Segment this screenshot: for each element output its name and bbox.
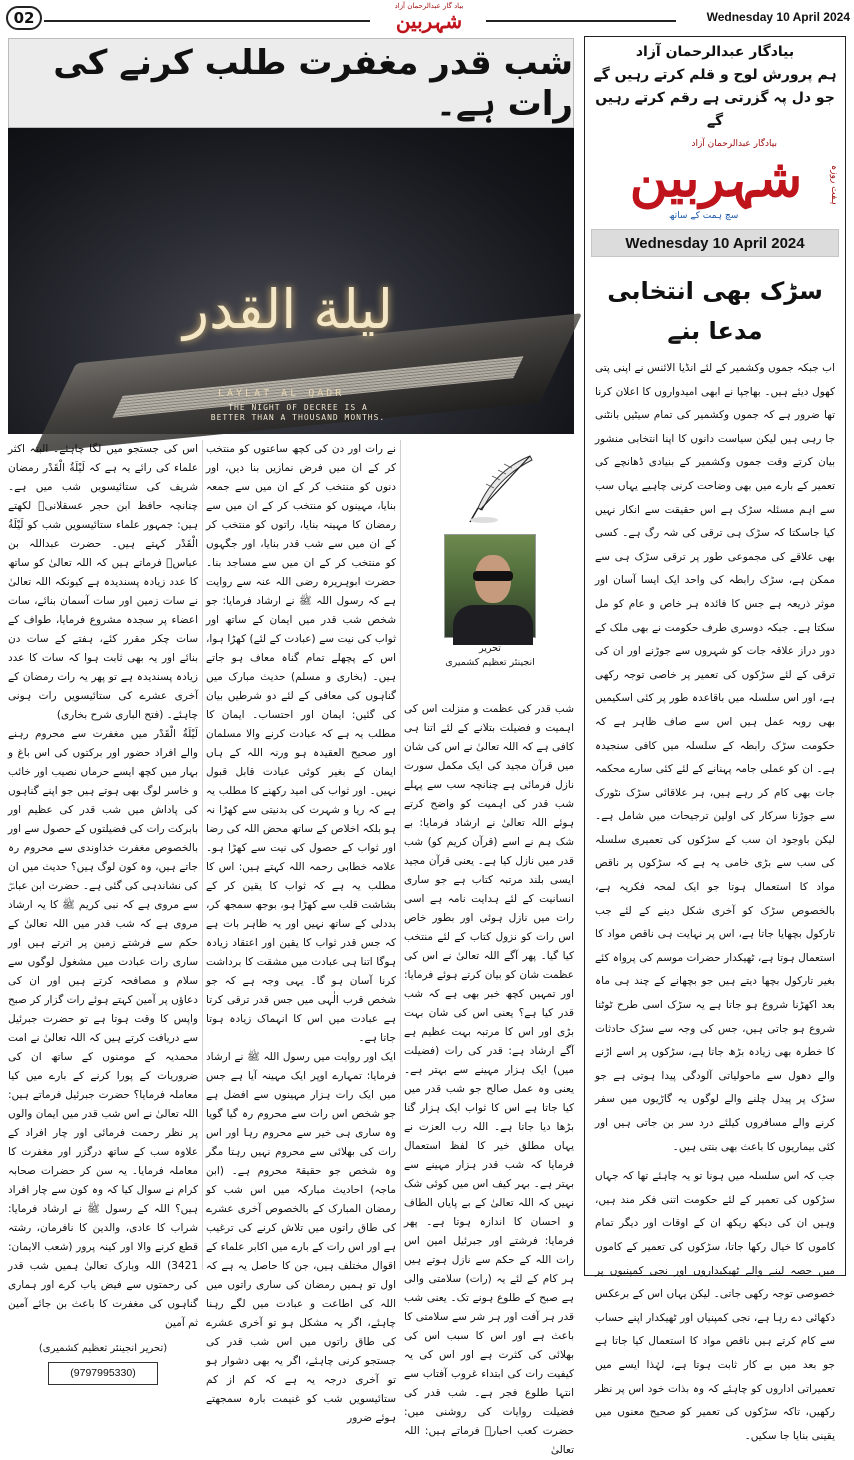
logo-name: شہربین bbox=[629, 148, 803, 209]
sidebar-date: Wednesday 10 April 2024 bbox=[591, 229, 839, 257]
masthead bbox=[378, 2, 480, 34]
article-column-middle bbox=[206, 440, 396, 1424]
author-photo bbox=[444, 534, 536, 638]
paragraph: جب کہ اس سلسلہ میں ہونا تو یہ چاہئے تھا کہ جہاں سڑکوں کی تعمیر کے لئے حکومت اتنی فکر مند ہیں، وہیں ان کی دیکھ ریکھ ان کے اوقات اور دیگر تمام کاموں کا خیال رکھا جاتا، سڑکوں کی تعمیر کے کاموں میں حصہ لینے والے ٹھیکیداروں اور نجی کمپنیوں پر خصوصی توجہ رکھی جاتی۔ لیکن یہاں اس کے برعکس دکھائی دے رہا ہے، نجی کمپنیاں اور ٹھیکدار اپنے حساب سے کام کرتے ہیں ناقص مواد کا استعمال کیا جاتا ہے جو بعد میں بے کار ثابت ہوتا ہے، لہٰذا ایسے میں تعمیراتی اداروں کو چاہئے کہ وہ بذات خود اس پر نظر رکھیں، تاکہ سڑکوں کی تعمیر کو صحیح معنوں میں یقینی بنایا جا سکیں۔ bbox=[595, 1170, 835, 1442]
sidebar-logo bbox=[585, 137, 845, 229]
sidebar-quote bbox=[591, 37, 839, 133]
author-phone: (9797995330) bbox=[48, 1362, 158, 1385]
headline-banner bbox=[8, 38, 574, 128]
quill-icon bbox=[460, 450, 540, 530]
column-divider bbox=[400, 440, 401, 1270]
column-divider bbox=[202, 440, 203, 1270]
editorial-body bbox=[595, 357, 835, 1448]
logo-frequency: ہفت روزہ bbox=[829, 165, 839, 205]
image-latin-title: LAYLAT AL QADR bbox=[218, 388, 345, 399]
author-byline bbox=[420, 642, 560, 670]
image-caption: THE NIGHT OF DECREE IS A BETTER THAN A THOUSAND MONTHS. bbox=[210, 403, 386, 422]
editorial-sidebar bbox=[584, 36, 846, 1442]
masthead-tagline: بیاد گار عبدالرحمان آزاد bbox=[394, 2, 464, 10]
article-column-right bbox=[404, 700, 574, 1456]
editorial-title: سڑک بھی انتخابی مدعا بنے bbox=[607, 277, 823, 345]
paragraph: ایک اور روایت میں رسول اللہ ﷺ نے ارشاد فرمایا: تمہارے اوپر ایک مہینہ آیا ہے جس میں ایک رات ہزار مہینوں سے افضل ہے جو شخص اس رات سے محروم رہ گیا گویا وہ ساری ہی خیر سے محروم رہا اور اس رات کی بھلائی سے محروم نہیں رہتا مگر وہ شخص جو حقیقۃ محروم ہے۔ (ابن ماجہ) احادیث مبارکہ میں اس شب کو رمضان المبارک کے بالخصوص آخری عشرے کی طاق راتوں میں تلاش کرنے کی ترغیب ہے اور اس رات کے بارے میں اکابر علماء کے اقوال مختلف ہیں، جن کا حاصل یہ ہے کہ اول تو ہمیں رمضان کی ساری راتوں میں اللہ کی اطاعت و عبادت میں لگے رہنا چاہئے، اگر یہ مشکل ہو تو آخری عشرے کی طاق راتوں میں اس شب قدر کی جستجو کرنی چاہئے، اگر یہ بھی دشوار ہو تو آخری درجہ یہ ہے کہ کم از کم ستائیسویں شب کو غنیمت بارہ سمجھتے ہوئے ضرور bbox=[206, 1051, 396, 1424]
header-date: Wednesday 10 April 2024 bbox=[706, 10, 850, 24]
logo-tagline: سچ ہمت کے ساتھ bbox=[669, 211, 739, 221]
byline-name: انجینئر تعظیم کشمیری bbox=[445, 657, 535, 668]
header-rule-left bbox=[44, 20, 370, 22]
paragraph: نے رات اور دن کی کچھ ساعتوں کو منتخب کر کے ان میں فرض نمازیں بنا دیں، اور دنوں کو منتخب کر کے ان میں سے جمعہ بنایا، مہینوں کو منتخب کر کے ان میں سے رمضان کا مہینہ بنایا، راتوں کو منتخب کر کے ان میں سے شب قدر بنایا، اور جگہوں کو منتخب کر کے ان میں سے مساجد بنا۔ حضرت ابوہریرہ رضی اللہ عنہ سے روایت ہے کہ رسول اللہ ﷺ نے ارشاد فرمایا: جو شخص شب قدر میں ایمان کے ساتھ اور ثواب کی نیت سے (عبادت کے لئے) کھڑا ہوا، اس کے پچھلے تمام گناہ معاف ہو جاتے ہیں۔ (بخاری و مسلم) حدیث مبارک میں گناہوں کی معافی کے لئے دو شرطیں بیان کی گئیں: ایمان اور احتساب۔ ایمان کا مطلب یہ ہے کہ عبادت کرنے والا مسلمان اور صحیح العقیدہ ہو ورنہ اللہ کے ہاں ایمان کے بغیر کوئی عبادت قابل قبول نہیں۔ اور ثواب کی امید رکھنے کا مطلب یہ ہے کہ ریا و شہرت کی بدنیتی سے کھڑا نہ ہو بلکہ اخلاص کے ساتھ محض اللہ کی رضا اور ثواب کے حصول کی نیت سے کھڑا ہو۔ علامہ خطابی رحمہ اللہ کہتے ہیں: اس کا مطلب یہ ہے کہ ثواب کا یقین کر کے بشاشت قلب سے کھڑا ہو، بوجھ سمجھ کر، بددلی کے ساتھ نہیں اور یہ ظاہر بات ہے کہ جس قدر ثواب کا یقین اور اعتقاد زیادہ ہوگا اتنا ہی عبادت میں مشقت کا برداشت کرنا آسان ہو گا۔ یہی وجہ ہے کہ جو شخص قرب الٰہی میں جس قدر ترقی کرتا ہے عبادت میں اس کا انہماک زیادہ ہوتا جاتا ہے۔ bbox=[206, 443, 396, 1044]
paragraph: اب جبکہ جموں وکشمیر کے لئے انڈیا الائنس نے اپنی پتی کھول دیئے ہیں۔ بھاجپا نے ابھی امیدواروں کا اعلان کرنا تھا ضرور ہے کہ جموں وکشمیر کی تمام سیٹیں بانٹنی جا رہی ہیں لیکن سیاست دانوں کا اپنا انتخابی منشور بیان کرتے وقت جموں وکشمیر کے بنیادی ڈھانچے کی تعمیر کے بارے میں بھی وضاحت کرنی چاہیے یہاں سب سے اہم مسئلہ سڑک ہے اس حقیقت سے انکار نہیں کیا جاسکتا کہ سڑک ہی ترقی کی شہ رگ ہے۔ کسی بھی علاقے کی مجموعی طور پر ترقی سڑک ہی سے ممکن ہے، سڑک رابطہ کی واحد ایک ایسا آسان اور موثر ذریعہ ہے جس کا فائدہ ہر خاص و عام کو مل سکتا ہے۔ جبکہ دوسری طرف حکومت نے بھی ملک کے دور دراز علاقہ جات کو شہروں سے جوڑنے اور ان کی ترقی کے لئے سڑکوں کی تعمیر پر خاصی توجہ رکھی ہے، اور اس سلسلہ میں باقاعدہ طور پر کئی اسکیمیں بھی روبہ عمل ہیں اس سے صاف ظاہر ہے کہ حکومت سڑک رابطہ کے سلسلہ میں کافی سنجیدہ ہے۔ ان کو عملی جامہ پہنانے کے لئے کئی سارے محکمہ جات بھی کام کر رہے ہیں، ہر علاقائی سڑک نٹورک سے جوڑنا سرکار کی اولین ترجیحات میں شامل ہے۔ لیکن باوجود ان سب کے سڑکوں کی تعمیری سلسلہ کی سب سے بڑی خامی یہ ہے کہ سڑکوں پر ناقص مواد کا استعمال ہوتا جو ایک لمحہ فکریہ ہے، بالخصوص سڑک کو آخری شکل دینے کے لئے جب تارکول بچھایا جاتا ہے، اس پر نہایت ہی ناقص مواد کا استعمال ہوتا ہے، ٹھیکدار حضرات موسم کی پرواہ کئے بغیر تارکول بچھا دیتے ہیں جو بچھانے کے چند ہی ماہ بعد اکھڑنا شروع ہو جاتا ہے یہ سڑک اسی طرح ٹوٹنا شروع ہو جاتی ہیں، جس کی وجہ سے سڑک حادثات کا خطرہ بھی زیادہ بڑھ جاتا ہے، سڑکوں پر اسے اڑنے والے دھول سے ماحولیاتی آلودگی پیدا ہوتی ہے جو سڑک پر پیدل چلنے والے لوگوں یہ گاڑیوں میں سفر کرنے والے مسافروں کیلئے درد سر بن جاتی ہیں اور کئی بیماریوں کا باعث بھی بنتی ہیں۔ bbox=[595, 362, 835, 1153]
article-column-left bbox=[7, 440, 198, 1379]
quote-line: بیادگار عبدالرحمان آزاد bbox=[635, 44, 795, 60]
quote-line: ہم پرورش لوح و قلم کرتے رہیں گے bbox=[593, 67, 837, 83]
paragraph: شب قدر کی عظمت و منزلت اس کی اہمیت و فضیلت بتلانے کے لئے اتنا ہی کافی ہے کہ اللہ تعالیٰ نے اس کی شان میں قرآن مجید کی ایک مکمل سورت نازل فرمائی ہے چنانچہ سب سے پہلے شب قدر کی اہمیت کو واضح کرتے ہوئے اللہ تعالیٰ نے ارشاد فرمایا: بے شک ہم نے اسے (قرآن کریم کو) شب قدر میں نازل کیا ہے۔ یعنی قرآن مجید ایسی بلند مرتبہ کتاب ہے جو ساری انسانیت کے لئے ہدایت نامہ ہے اسی رات میں نازل ہوئی اور بطور خاص اس رات کو نزول کتاب کے لئے منتخب کیا گیا۔ پھر آگے اللہ تعالیٰ نے اس کی عظمت شان کو بیان کرتے ہوئے فرمایا: اور تمہیں کچھ خبر بھی ہے کہ شب قدر کیا ہے؟ یعنی اس کی شان بہت بڑی اور اس کا مرتبہ بہت عظیم ہے آگے ارشاد ہے: قدر کی رات (فضیلت میں) ایک ہزار مہینے سے بہتر ہے۔ یعنی وہ عمل صالح جو شب قدر میں کیا جاتا ہے اس کا ثواب ایک ہزار گنا بڑھا دیا جاتا ہے۔ اللہ رب العزت نے یہاں مطلق خیر کا لفظ استعمال فرمایا کہ شب قدر ہزار مہینے سے بہتر ہے۔ بہر کیف اس میں کوئی شک نہیں کہ اللہ تعالیٰ کے بے پایاں الطاف و احسان کا اندازہ ہوتا ہے۔ پھر فرمایا: فرشتے اور جبرئیل امین اس رات اللہ کے حکم سے نازل ہوتے ہیں ہر کام کے لئے یہ (رات) سلامتی والی ہے صبح کے طلوع ہونے تک۔ یعنی شب قدر ہر آفت اور ہر شر سے سلامتی کا باعث ہے اور اس کا سبب اس کی بھلائی کی کثرت ہے اور اس کی یہ کیفیت رات کی ابتداء غروب آفتاب سے انتہا طلوع فجر ہے۔ شب قدر کی فضیلت روایات کی روشنی میں: حضرت کعب احبارؓ فرماتے ہیں: اللہ تعالیٰ bbox=[404, 703, 574, 1456]
article-signature: (تحریر انجینئر تعظیم کشمیری) bbox=[38, 1343, 168, 1354]
page-number: 02 bbox=[6, 6, 42, 30]
quote-line: جو دل پہ گزرتی ہے رقم کرتے رہیں گے bbox=[595, 90, 835, 129]
masthead-name: شہربین bbox=[395, 9, 463, 33]
byline-label: تحریر bbox=[479, 643, 501, 654]
feature-image bbox=[8, 128, 574, 434]
paragraph: اس کی جستجو میں لگا چاہئے۔ البتہ اکثر علماء کی رائے یہ ہے کہ لَیْلَةُ الْقَدْر رمضان شریف کی ستائیسویں شب میں ہے۔ چنانچہ حافظ ابن حجر عسقلانیؒ لکھتے ہیں: جمہور علماء ستائیسویں شب کو لَیْلَةُ الْقَدْر کہتے ہیں۔ حضرت عبداللہ بن عباسؓ فرماتے ہیں کہ اللہ تعالیٰ کو ساتھ کا عدد زیادہ پسندیدہ ہے کیونکہ اللہ تعالیٰ نے سات زمین اور سات آسمان بنائے، سات اعضاء پر سجدہ مشروع فرمایا، طواف کے سات چکر مقرر کئے، ہفتے کے سات دن بنائے اور یہ بھی ثابت ہوا کہ سات کا عدد زیادہ پسندیدہ ہے تو پھر یہ رات رمضان کے آخری عشرے کی ستائیسویں رات ہونی چاہئے۔ (فتح الباری شرح بخاری) bbox=[8, 443, 198, 721]
feature-headline: شب قدر مغفرت طلب کرنے کی رات ہے۔ bbox=[53, 43, 573, 124]
paragraph: لَیْلَةُ الْقَدْر میں مغفرت سے محروم رہنے والے افراد حضور اور برکتوں کی اس باغ و بہار میں کچھ ایسے حرماں نصیب اور خائب و خاسر لوگ بھی ہوتے ہیں جو اپنے گناہوں کی پاداش میں شب قدر کی عظیم اور بابرکت رات کی فضیلتوں کے حصول سے اور بالخصوص مغفرت خداوندی سے محروم رہ جاتے ہیں، وہ کون لوگ ہیں؟ حدیث میں ان کی نشاندہی کی گئی ہے۔ حضرت ابن عباسؓ سے مروی ہے کہ نبی کریم ﷺ کا یہ ارشاد مروی ہے کہ شب قدر میں اللہ تعالیٰ کے حکم سے فرشتے زمین پر اترتے ہیں اور ساری رات عبادت میں مشغول لوگوں سے سلام و مصافحہ کرتے ہیں اور ان کی دعاؤں پر آمین کہتے ہوئے رات گزار کر صبح واپس کا وقت ہوتا ہے تو حضرت جبرئیل سے دریافت کرتے ہیں کہ اللہ تعالیٰ نے امت محمدیہ کے مومنوں کے ساتھ ان کی ضروریات کے پورا کرنے کے بارے میں کیا معاملہ فرمایا؟ حضرت جبرئیل فرماتے ہیں: اللہ تعالیٰ نے اس شب قدر میں ایمان والوں پر نظر رحمت فرمائی اور چار افراد کے علاوہ سب کے ساتھ درگزر اور مغفرت کا معاملہ فرمایا۔ یہ سن کر حضرات صحابہ کرام نے سوال کیا کہ وہ کون سے چار افراد ہیں؟ اللہ کے رسول ﷺ نے ارشاد فرمایا: شراب کا عادی، والدین کا نافرمان، رشتہ قطع کرنے والا اور کینہ پرور (شعب الایمان: 3421) اللہ وبارک تعالیٰ ہمیں شب قدر کی رحمتوں سے فیض یاب کرے اور ہماری گناہوں کی مغفرت کا باعث بن جائے آمین ثم آمین bbox=[7, 728, 198, 1329]
image-calligraphy: ليلة القدر bbox=[183, 278, 393, 341]
header-rule-right bbox=[486, 20, 676, 22]
logo-dedication: بیادگار عبدالرحمان آزاد bbox=[691, 139, 777, 149]
